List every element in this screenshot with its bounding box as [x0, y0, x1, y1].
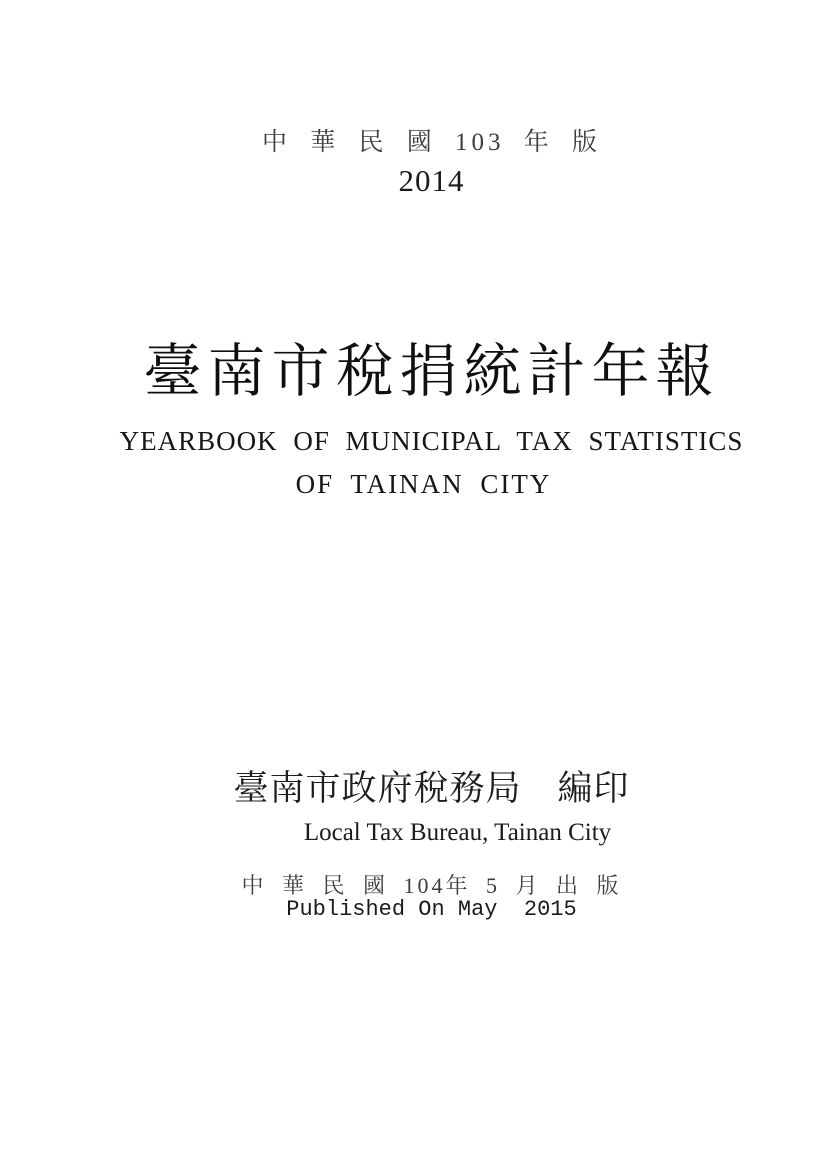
english-publication-date-line: Published On May 2015: [286, 897, 577, 922]
main-title-chinese: 臺南市稅捐統計年報: [143, 339, 720, 404]
publisher-english: Local Tax Bureau, Tainan City: [303, 819, 612, 846]
main-title-english-line1: YEARBOOK OF MUNICIPAL TAX STATISTICS: [119, 426, 744, 456]
roc-publication-date-line: 中 華 民 國 104年 5 月 出 版: [241, 873, 622, 898]
main-title-english-line2: OF TAINAN CITY: [295, 469, 552, 499]
cover-content-column: [36, 0, 827, 1169]
publisher-chinese: 臺南市政府稅務局 編印: [233, 769, 630, 808]
western-edition-year: 2014: [398, 163, 465, 198]
roc-edition-year-line: 中 華 民 國 103 年 版: [261, 129, 601, 156]
